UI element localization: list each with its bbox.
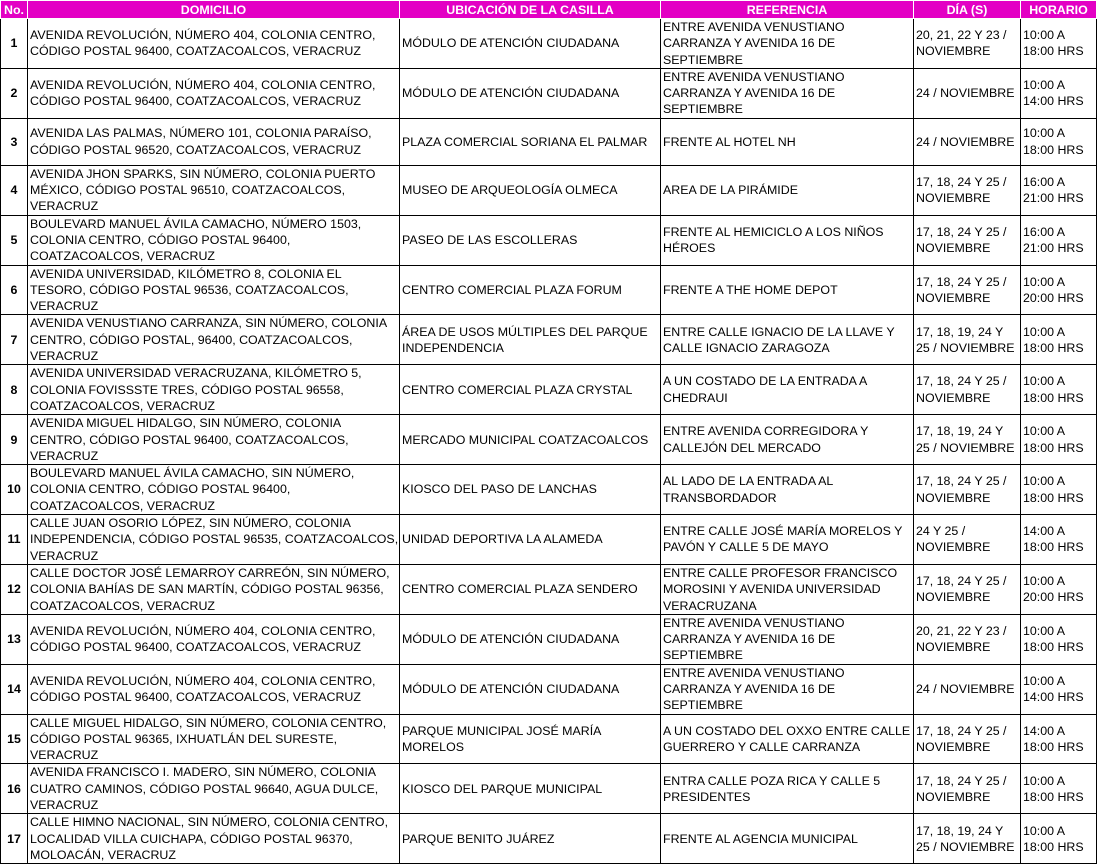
cell-horario — [1021, 68, 1097, 118]
cell-referencia-text: ENTRE CALLE PROFESOR FRANCISCO MOROSINI Y AVENIDA UNIVERSIDAD VERACRUZANA — [663, 565, 898, 613]
cell-referencia — [661, 365, 914, 415]
cell-domicilio — [28, 265, 400, 315]
cell-horario-text: 10:00 A 18:00 HRS — [1023, 126, 1084, 157]
cell-horario — [1021, 714, 1097, 764]
cell-no — [1, 664, 28, 714]
cell-ubicacion — [400, 365, 661, 415]
cell-domicilio — [28, 664, 400, 714]
cell-horario-text: 10:00 A 14:00 HRS — [1023, 78, 1084, 109]
cell-ubicacion — [400, 68, 661, 118]
table-row — [1, 265, 1097, 315]
cell-domicilio — [28, 118, 400, 165]
cell-ubicacion-text: PARQUE BENITO JUÁREZ — [402, 831, 555, 846]
cell-referencia-text: ENTRE AVENIDA CORREGIDORA Y CALLEJÓN DEL MERCADO — [663, 424, 869, 455]
table-row — [1, 614, 1097, 664]
table-row — [1, 764, 1097, 814]
cell-horario-text: 14:00 A 18:00 HRS — [1023, 524, 1084, 555]
cell-referencia-text: FRENTE A THE HOME DEPOT — [663, 282, 838, 297]
table-row — [1, 465, 1097, 515]
cell-referencia-text: ENTRE CALLE JOSÉ MARÍA MORELOS Y PAVÓN Y CALLE 5 DE MAYO — [663, 524, 903, 555]
cell-dias — [914, 365, 1021, 415]
cell-dias-text: 17, 18, 24 Y 25 / NOVIEMBRE — [916, 723, 1007, 755]
cell-ubicacion — [400, 664, 661, 714]
cell-dias-text: 17, 18, 24 Y 25 / NOVIEMBRE — [916, 574, 1007, 605]
cell-horario — [1021, 814, 1097, 864]
cell-referencia-text: FRENTE AL HOTEL NH — [663, 134, 796, 149]
cell-domicilio-text: AVENIDA MIGUEL HIDALGO, SIN NÚMERO, COLONIA CENTRO, CÓDIGO POSTAL 96400, COATZACOALCOS, VERACRUZ — [30, 416, 349, 463]
cell-no — [1, 764, 28, 814]
cell-dias — [914, 415, 1021, 465]
cell-horario-text: 10:00 A 18:00 HRS — [1023, 28, 1084, 59]
cell-dias — [914, 118, 1021, 165]
cell-no-text: 15 — [7, 731, 21, 746]
cell-horario-text: 10:00 A 20:00 HRS — [1023, 274, 1084, 305]
cell-no-text: 14 — [7, 681, 21, 696]
cell-horario-text: 16:00 A 21:00 HRS — [1023, 174, 1084, 206]
cell-horario — [1021, 118, 1097, 165]
cell-horario — [1021, 165, 1097, 215]
cell-ubicacion — [400, 215, 661, 265]
cell-referencia — [661, 118, 914, 165]
cell-domicilio — [28, 564, 400, 614]
cell-ubicacion-text: MUSEO DE ARQUEOLOGÍA OLMECA — [402, 183, 618, 198]
cell-no — [1, 118, 28, 165]
cell-no — [1, 714, 28, 764]
cell-dias-text: 17, 18, 19, 24 Y 25 / NOVIEMBRE — [916, 823, 1015, 854]
cell-horario-text: 10:00 A 18:00 HRS — [1023, 474, 1084, 505]
cell-referencia — [661, 614, 914, 664]
cell-domicilio — [28, 19, 400, 69]
cell-horario-text: 10:00 A 18:00 HRS — [1023, 623, 1084, 655]
cell-dias-text: 24 / NOVIEMBRE — [916, 86, 1015, 101]
cell-dias — [914, 814, 1021, 864]
cell-dias-text: 17, 18, 24 Y 25 / NOVIEMBRE — [916, 274, 1007, 305]
cell-no-text: 12 — [7, 582, 21, 597]
cell-horario-text: 10:00 A 14:00 HRS — [1023, 673, 1084, 705]
cell-referencia — [661, 68, 914, 118]
cell-dias-text: 17, 18, 24 Y 25 / NOVIEMBRE — [916, 474, 1007, 505]
cell-no-text: 8 — [10, 382, 18, 397]
cell-ubicacion — [400, 764, 661, 814]
cell-no — [1, 814, 28, 864]
cell-ubicacion-text: UNIDAD DEPORTIVA LA ALAMEDA — [402, 532, 603, 547]
table-row — [1, 714, 1097, 764]
cell-ubicacion-text: MÓDULO DE ATENCIÓN CIUDADANA — [402, 86, 620, 101]
cell-horario — [1021, 465, 1097, 515]
cell-ubicacion-text: KIOSCO DEL PARQUE MUNICIPAL — [402, 781, 603, 796]
cell-ubicacion-text: MERCADO MUNICIPAL COATZACOALCOS — [402, 432, 649, 447]
cell-dias — [914, 215, 1021, 265]
cell-dias — [914, 265, 1021, 315]
cell-ubicacion-text: CENTRO COMERCIAL PLAZA CRYSTAL — [402, 382, 633, 397]
table-row — [1, 19, 1097, 69]
cell-domicilio-text: AVENIDA VENUSTIANO CARRANZA, SIN NÚMERO, COLONIA CENTRO, CÓDIGO POSTAL, 96400, COATZACOALCOS, VERACRUZ — [30, 316, 387, 364]
cell-ubicacion-text: ÁREA DE USOS MÚLTIPLES DEL PARQUE INDEPENDENCIA — [402, 324, 648, 355]
cell-no-text: 10 — [7, 482, 21, 497]
cell-dias-text: 17, 18, 24 Y 25 / NOVIEMBRE — [916, 174, 1007, 206]
cell-dias-text: 20, 21, 22 Y 23 / NOVIEMBRE — [916, 623, 1007, 655]
header-horario: HORARIO — [1021, 1, 1097, 19]
table-body — [1, 19, 1097, 864]
cell-no-text: 2 — [10, 86, 18, 101]
table-row — [1, 315, 1097, 365]
table-row — [1, 515, 1097, 565]
cell-referencia — [661, 19, 914, 69]
cell-referencia — [661, 315, 914, 365]
cell-ubicacion-text: MÓDULO DE ATENCIÓN CIUDADANA — [402, 681, 620, 696]
cell-referencia-text: ENTRE AVENIDA VENUSTIANO CARRANZA Y AVENIDA 16 DE SEPTIEMBRE — [663, 615, 845, 663]
cell-domicilio — [28, 515, 400, 565]
cell-no-text: 7 — [10, 332, 18, 347]
cell-no-text: 3 — [10, 134, 18, 149]
cell-referencia-text: ENTRE AVENIDA VENUSTIANO CARRANZA Y AVENIDA 16 DE SEPTIEMBRE — [663, 20, 845, 67]
header-no: No. — [1, 1, 28, 19]
cell-dias-text: 17, 18, 24 Y 25 / NOVIEMBRE — [916, 773, 1007, 804]
cell-referencia — [661, 415, 914, 465]
cell-dias-text: 17, 18, 24 Y 25 / NOVIEMBRE — [916, 224, 1007, 256]
cell-horario-text: 10:00 A 18:00 HRS — [1023, 374, 1084, 405]
cell-ubicacion-text: PARQUE MUNICIPAL JOSÉ MARÍA MORELOS — [402, 723, 601, 755]
cell-no-text: 11 — [7, 532, 21, 547]
cell-dias — [914, 564, 1021, 614]
table-header — [1, 1, 1097, 19]
cell-dias — [914, 165, 1021, 215]
cell-no — [1, 68, 28, 118]
cell-domicilio-text: AVENIDA REVOLUCIÓN, NÚMERO 404, COLONIA CENTRO, CÓDIGO POSTAL 96400, COATZACOALCOS, VERACRUZ — [30, 28, 376, 59]
cell-domicilio-text: AVENIDA UNIVERSIDAD, KILÓMETRO 8, COLONIA EL TESORO, CÓDIGO POSTAL 96536, COATZACOALCOS, VERACRUZ — [30, 266, 349, 314]
header-referencia: REFERENCIA — [661, 1, 914, 19]
cell-no-text: 16 — [7, 781, 21, 796]
cell-referencia — [661, 465, 914, 515]
cell-no — [1, 515, 28, 565]
cell-dias — [914, 465, 1021, 515]
cell-domicilio-text: AVENIDA REVOLUCIÓN, NÚMERO 404, COLONIA CENTRO, CÓDIGO POSTAL 96400, COATZACOALCOS, VERACRUZ — [30, 623, 376, 655]
cell-domicilio — [28, 714, 400, 764]
cell-domicilio-text: CALLE MIGUEL HIDALGO, SIN NÚMERO, COLONIA CENTRO, CÓDIGO POSTAL 96365, IXHUATLÁN DEL SURESTE, VERACRUZ — [30, 715, 387, 763]
cell-horario — [1021, 215, 1097, 265]
cell-no — [1, 265, 28, 315]
cell-ubicacion — [400, 415, 661, 465]
header-ubicacion: UBICACIÓN DE LA CASILLA — [400, 1, 661, 19]
table-row — [1, 118, 1097, 165]
cell-horario — [1021, 265, 1097, 315]
cell-referencia-text: FRENTE AL HEMICICLO A LOS NIÑOS HÉROES — [663, 224, 884, 256]
cell-dias — [914, 764, 1021, 814]
cell-horario-text: 10:00 A 18:00 HRS — [1023, 773, 1084, 804]
cell-ubicacion — [400, 614, 661, 664]
cell-referencia-text: ENTRE AVENIDA VENUSTIANO CARRANZA Y AVENIDA 16 DE SEPTIEMBRE — [663, 665, 845, 713]
cell-horario — [1021, 415, 1097, 465]
cell-dias — [914, 315, 1021, 365]
cell-ubicacion-text: KIOSCO DEL PASO DE LANCHAS — [402, 482, 597, 497]
cell-ubicacion-text: PLAZA COMERCIAL SORIANA EL PALMAR — [402, 134, 648, 149]
cell-no — [1, 415, 28, 465]
cell-dias-text: 24 / NOVIEMBRE — [916, 134, 1015, 149]
table-row — [1, 564, 1097, 614]
cell-no — [1, 215, 28, 265]
cell-horario — [1021, 365, 1097, 415]
cell-referencia-text: FRENTE AL AGENCIA MUNICIPAL — [663, 831, 858, 846]
cell-no-text: 4 — [10, 183, 18, 198]
cell-dias-text: 24 Y 25 / NOVIEMBRE — [916, 524, 991, 555]
cell-no — [1, 564, 28, 614]
cell-horario — [1021, 614, 1097, 664]
cell-domicilio — [28, 614, 400, 664]
cell-referencia — [661, 265, 914, 315]
cell-referencia-text: A UN COSTADO DEL OXXO ENTRE CALLE GUERRERO Y CALLE CARRANZA — [663, 723, 911, 755]
cell-ubicacion — [400, 315, 661, 365]
cell-horario — [1021, 664, 1097, 714]
cell-ubicacion — [400, 465, 661, 515]
cell-horario-text: 10:00 A 18:00 HRS — [1023, 424, 1084, 455]
cell-domicilio-text: AVENIDA REVOLUCIÓN, NÚMERO 404, COLONIA CENTRO, CÓDIGO POSTAL 96400, COATZACOALCOS, VERACRUZ — [30, 78, 376, 109]
cell-domicilio — [28, 215, 400, 265]
cell-no-text: 1 — [10, 36, 18, 51]
table-row — [1, 415, 1097, 465]
cell-no-text: 9 — [10, 432, 18, 447]
cell-dias — [914, 515, 1021, 565]
cell-dias-text: 17, 18, 19, 24 Y 25 / NOVIEMBRE — [916, 324, 1015, 355]
cell-referencia — [661, 515, 914, 565]
cell-horario — [1021, 19, 1097, 69]
cell-ubicacion — [400, 814, 661, 864]
cell-domicilio-text: CALLE HIMNO NACIONAL, SIN NÚMERO, COLONIA CENTRO, LOCALIDAD VILLA CUICHAPA, CÓDIGO POSTAL 96370, MOLOACÁN, VERACRUZ — [30, 815, 389, 862]
cell-ubicacion — [400, 165, 661, 215]
cell-domicilio-text: AVENIDA REVOLUCIÓN, NÚMERO 404, COLONIA CENTRO, CÓDIGO POSTAL 96400, COATZACOALCOS, VERACRUZ — [30, 673, 376, 705]
cell-referencia — [661, 215, 914, 265]
cell-domicilio — [28, 365, 400, 415]
cell-no-text: 17 — [7, 831, 21, 846]
header-domicilio: DOMICILIO — [28, 1, 400, 19]
cell-horario — [1021, 564, 1097, 614]
header-dias: DÍA (S) — [914, 1, 1021, 19]
cell-dias-text: 24 / NOVIEMBRE — [916, 681, 1015, 696]
cell-referencia-text: ENTRE CALLE IGNACIO DE LA LLAVE Y CALLE IGNACIO ZARAGOZA — [663, 324, 895, 355]
cell-no — [1, 165, 28, 215]
cell-domicilio — [28, 315, 400, 365]
table-row — [1, 215, 1097, 265]
cell-horario-text: 16:00 A 21:00 HRS — [1023, 224, 1084, 256]
header-row — [1, 1, 1097, 19]
cell-domicilio-text: CALLE DOCTOR JOSÉ LEMARROY CARREÓN, SIN NÚMERO, COLONIA BAHÍAS DE SAN MARTÍN, CÓDIGO POSTAL 96356, COATZACOALCOS, VERACRUZ — [30, 565, 390, 613]
cell-dias — [914, 68, 1021, 118]
cell-domicilio-text: AVENIDA LAS PALMAS, NÚMERO 101, COLONIA PARAÍSO, CÓDIGO POSTAL 96520, COATZACOALCOS, VERACRUZ — [30, 126, 372, 157]
cell-ubicacion — [400, 714, 661, 764]
cell-no — [1, 19, 28, 69]
table-row — [1, 165, 1097, 215]
cell-dias-text: 17, 18, 19, 24 Y 25 / NOVIEMBRE — [916, 424, 1015, 455]
cell-domicilio-text: CALLE JUAN OSORIO LÓPEZ, SIN NÚMERO, COLONIA INDEPENDENCIA, CÓDIGO POSTAL 96535, COATZACOALCOS, VERACRUZ — [30, 516, 399, 563]
cell-dias — [914, 614, 1021, 664]
cell-domicilio-text: BOULEVARD MANUEL ÁVILA CAMACHO, NÚMERO 1503, COLONIA CENTRO, CÓDIGO POSTAL 96400, COATZACOALCOS, VERACRUZ — [30, 216, 362, 264]
table-row — [1, 814, 1097, 864]
cell-referencia — [661, 764, 914, 814]
cell-no-text: 13 — [7, 632, 21, 647]
cell-dias — [914, 664, 1021, 714]
cell-no — [1, 614, 28, 664]
cell-referencia — [661, 165, 914, 215]
cell-dias-text: 20, 21, 22 Y 23 / NOVIEMBRE — [916, 28, 1007, 59]
cell-referencia — [661, 664, 914, 714]
cell-dias — [914, 714, 1021, 764]
cell-ubicacion — [400, 564, 661, 614]
cell-ubicacion-text: MÓDULO DE ATENCIÓN CIUDADANA — [402, 36, 620, 51]
cell-referencia — [661, 564, 914, 614]
cell-domicilio — [28, 68, 400, 118]
cell-horario-text: 10:00 A 18:00 HRS — [1023, 324, 1084, 355]
cell-domicilio — [28, 764, 400, 814]
cell-referencia-text: AREA DE LA PIRÁMIDE — [663, 183, 798, 198]
table-row — [1, 365, 1097, 415]
cell-ubicacion — [400, 118, 661, 165]
cell-horario-text: 14:00 A 18:00 HRS — [1023, 723, 1084, 755]
cell-domicilio-text: BOULEVARD MANUEL ÁVILA CAMACHO, SIN NÚMERO, COLONIA CENTRO, CÓDIGO POSTAL 96400, COATZACOALCOS, VERACRUZ — [30, 466, 355, 513]
cell-horario — [1021, 764, 1097, 814]
cell-ubicacion-text: MÓDULO DE ATENCIÓN CIUDADANA — [402, 632, 620, 647]
cell-ubicacion-text: CENTRO COMERCIAL PLAZA FORUM — [402, 282, 622, 297]
cell-domicilio-text: AVENIDA UNIVERSIDAD VERACRUZANA, KILÓMETRO 5, COLONIA FOVISSSTE TRES, CÓDIGO POSTAL 96558, COATZACOALCOS, VERACRUZ — [30, 366, 362, 413]
cell-no-text: 6 — [10, 282, 18, 297]
cell-referencia — [661, 814, 914, 864]
cell-domicilio — [28, 814, 400, 864]
cell-referencia-text: A UN COSTADO DE LA ENTRADA A CHEDRAUI — [663, 374, 867, 405]
cell-domicilio — [28, 415, 400, 465]
cell-domicilio — [28, 465, 400, 515]
cell-referencia-text: ENTRE AVENIDA VENUSTIANO CARRANZA Y AVENIDA 16 DE SEPTIEMBRE — [663, 69, 845, 117]
cell-referencia-text: AL LADO DE LA ENTRADA AL TRANSBORDADOR — [663, 474, 833, 505]
cell-no-text: 5 — [10, 232, 18, 247]
cell-no — [1, 465, 28, 515]
cell-dias — [914, 19, 1021, 69]
cell-horario — [1021, 315, 1097, 365]
cell-ubicacion-text: CENTRO COMERCIAL PLAZA SENDERO — [402, 582, 638, 597]
cell-no — [1, 365, 28, 415]
cell-referencia — [661, 714, 914, 764]
cell-ubicacion — [400, 19, 661, 69]
cell-domicilio-text: AVENIDA FRANCISCO I. MADERO, SIN NÚMERO, COLONIA CUATRO CAMINOS, CÓDIGO POSTAL 96640, AGUA DULCE, VERACRUZ — [30, 765, 379, 813]
cell-domicilio-text: AVENIDA JHON SPARKS, SIN NÚMERO, COLONIA PUERTO MÉXICO, CÓDIGO POSTAL 96510, COATZACOALCOS, VERACRUZ — [30, 166, 376, 214]
cell-ubicacion-text: PASEO DE LAS ESCOLLERAS — [402, 232, 578, 247]
cell-ubicacion — [400, 265, 661, 315]
cell-horario-text: 10:00 A 20:00 HRS — [1023, 574, 1084, 605]
cell-horario-text: 10:00 A 18:00 HRS — [1023, 823, 1084, 854]
cell-referencia-text: ENTRA CALLE POZA RICA Y CALLE 5 PRESIDENTES — [663, 773, 881, 804]
table-row — [1, 664, 1097, 714]
cell-ubicacion — [400, 515, 661, 565]
cell-domicilio — [28, 165, 400, 215]
table-row — [1, 68, 1097, 118]
cell-no — [1, 315, 28, 365]
cell-dias-text: 17, 18, 24 Y 25 / NOVIEMBRE — [916, 374, 1007, 405]
cell-horario — [1021, 515, 1097, 565]
